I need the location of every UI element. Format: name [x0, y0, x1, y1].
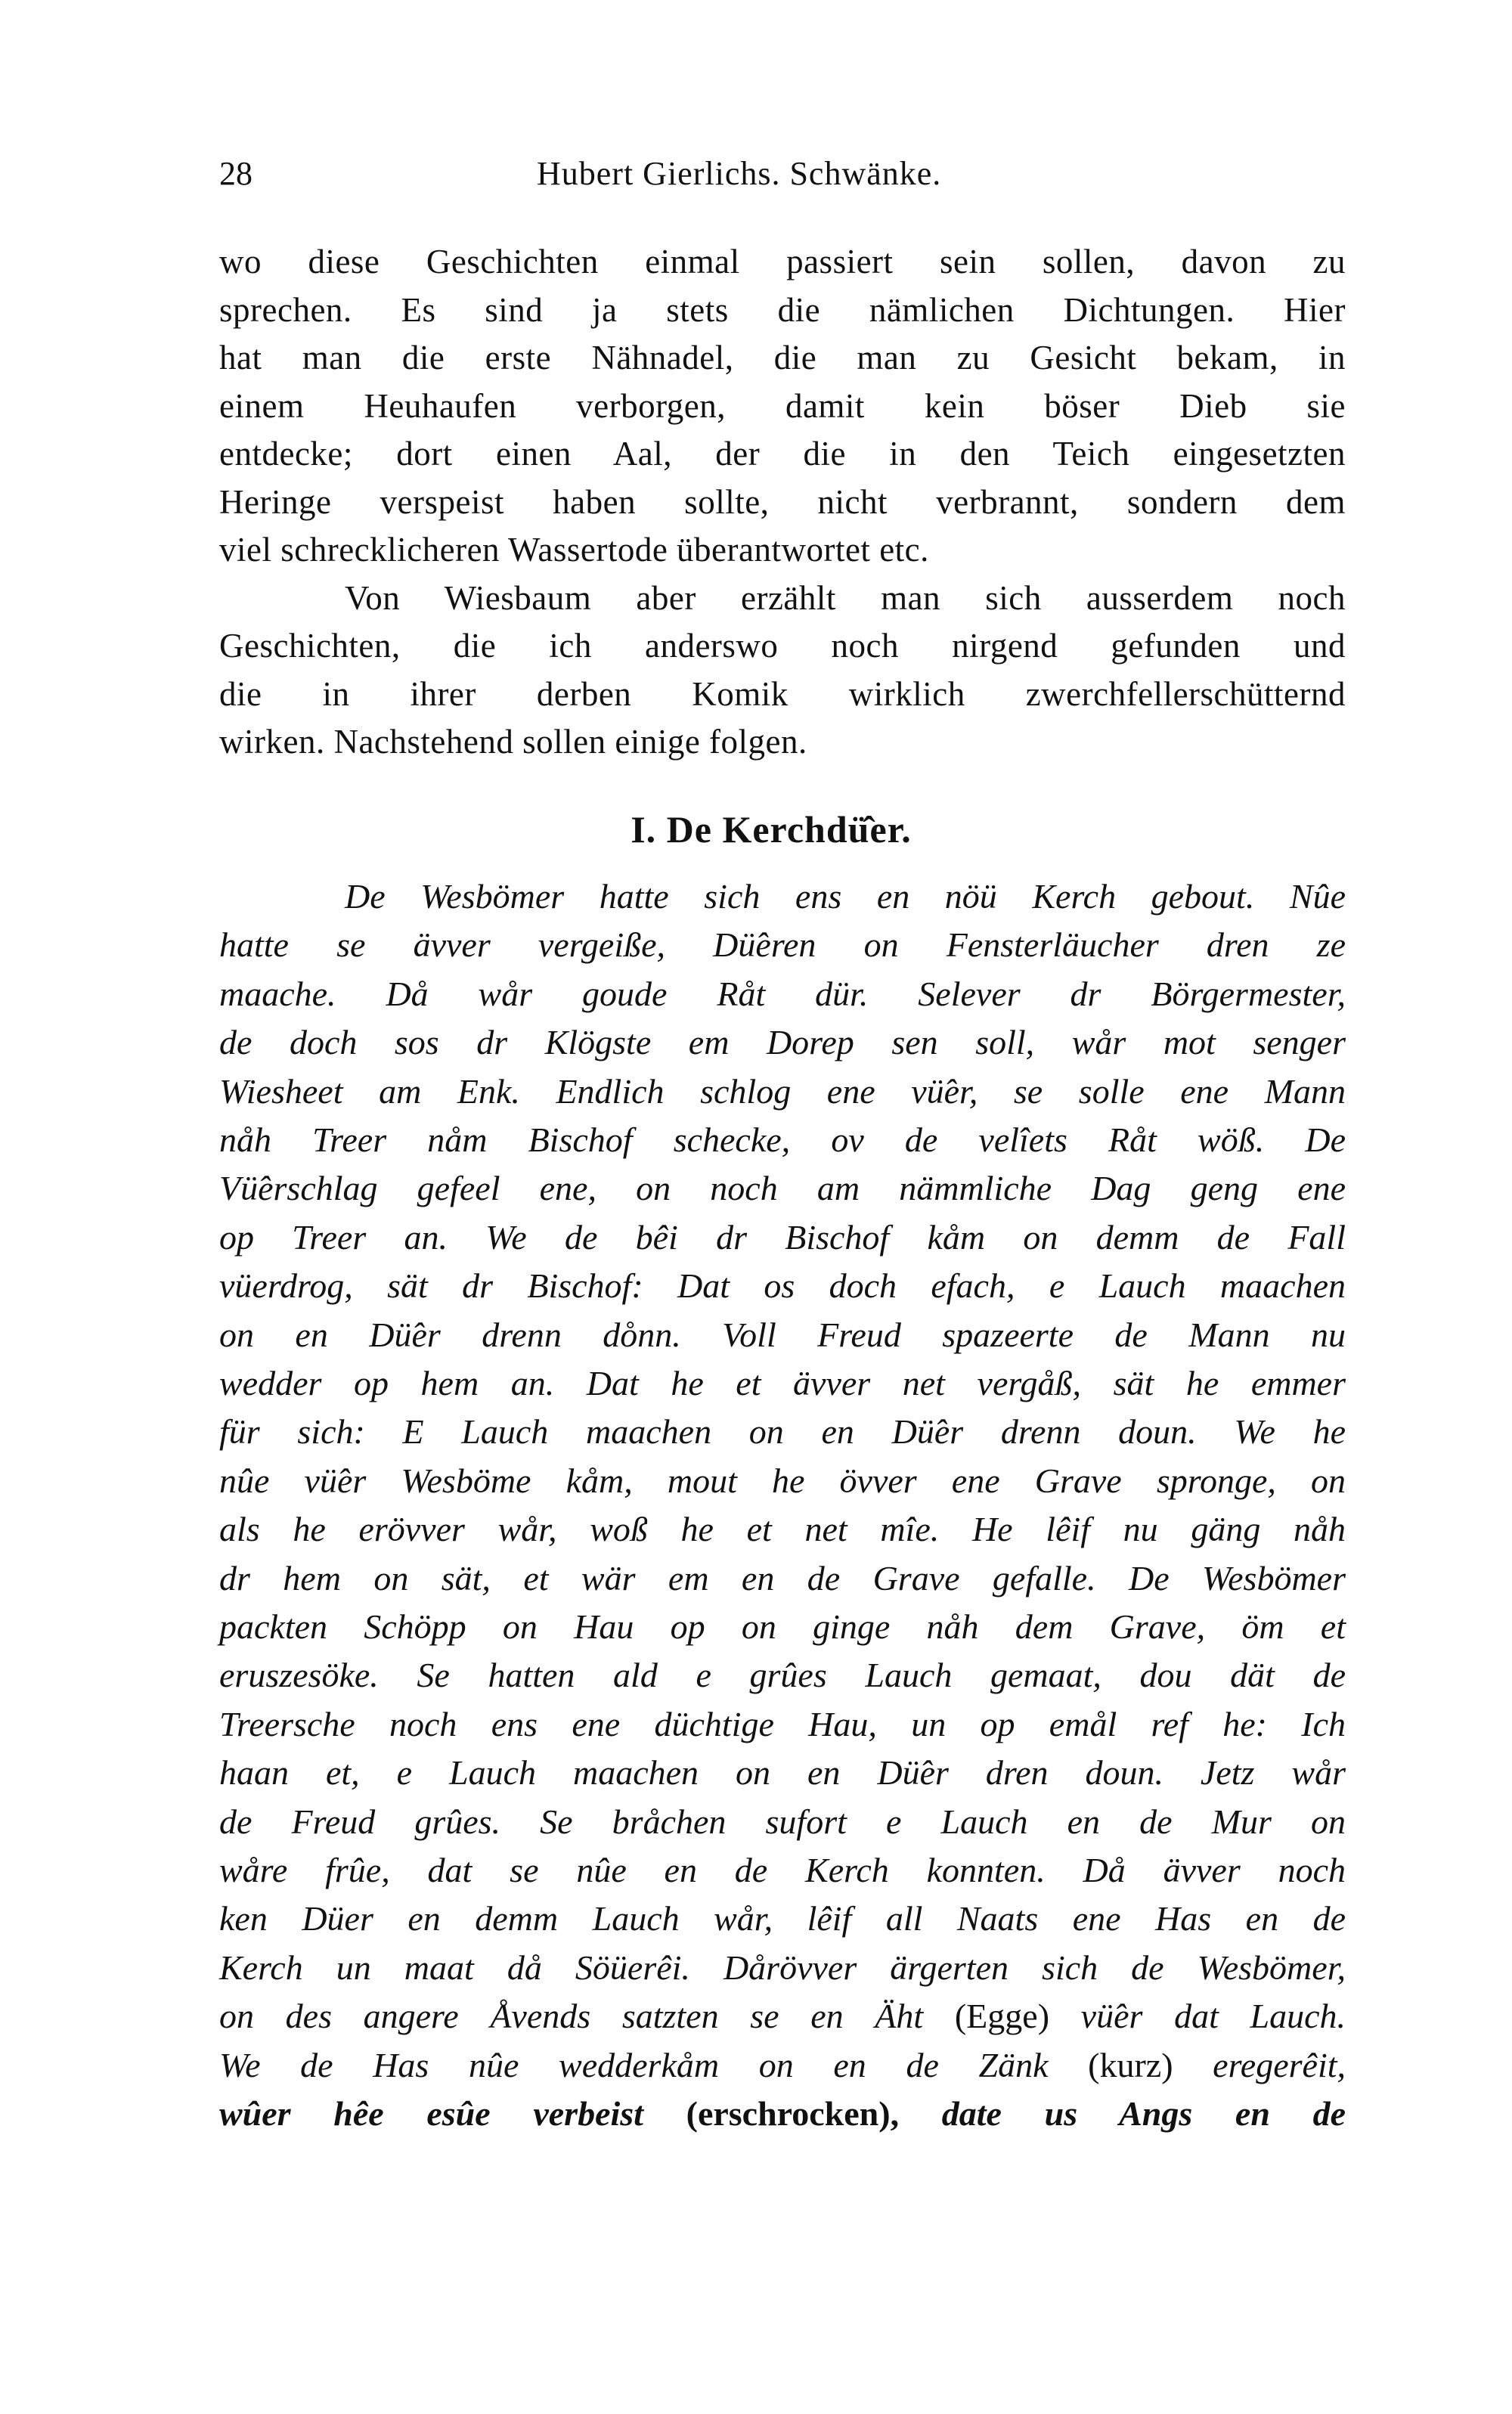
gloss-text: (Egge): [954, 1997, 1050, 2036]
text-line: [219, 1895, 1346, 1943]
running-title: Hubert Gierlichs. Schwänke.: [537, 155, 942, 192]
text-line: [219, 2090, 1346, 2138]
text-line: [219, 429, 1346, 478]
text-segment: Treersche noch ens ene düchtige Hau, un op emål ref he: Ich: [219, 1704, 1346, 1743]
text-segment: nûe vü̂er Wesböme kåm, mout he övver ene Grave spronge, on: [219, 1461, 1346, 1500]
text-segment: sprechen. Es sind ja stets die nämlichen Dichtungen. Hier: [219, 290, 1346, 329]
text-segment: dr hem on sät, et wär em en de Grave gefalle. De Wesbömer: [219, 1558, 1346, 1597]
text-segment: nåh Treer nåm Bischof schecke, ov de velîets Råt wöß. De: [219, 1120, 1346, 1159]
text-line: [219, 1213, 1346, 1262]
text-segment: Heringe verspeist haben sollte, nicht verbrannt, sondern dem: [219, 482, 1346, 521]
text-line: [219, 1603, 1346, 1651]
text-segment: eregerêit,: [1173, 2045, 1346, 2084]
text-segment: wo diese Geschichten einmal passiert sein sollen, davon zu: [219, 243, 1346, 280]
text-line: [219, 1164, 1346, 1213]
text-line: [219, 1700, 1346, 1749]
text-segment: Kerch un maat då Söüerêi. Dårövver ärgerten sich de Wesbömer,: [219, 1948, 1346, 1987]
text-line: [219, 333, 1346, 382]
text-segment: eruszesöke. Se hatten ald e grûes Lauch gemaat, dou dät de: [219, 1656, 1346, 1695]
text-segment: on des angere Åvends satzten se en Äht: [219, 1997, 955, 2036]
text-segment: hat man die erste Nähnadel, die man zu Gesicht bekam, in: [219, 339, 1346, 377]
text-line: [219, 2041, 1346, 2090]
text-line: [219, 1311, 1346, 1359]
text-line: [219, 1116, 1346, 1164]
text-line: [219, 382, 1346, 430]
text-segment: viel schrecklicheren Wassertode überantwortet etc.: [219, 531, 929, 569]
text-segment: de Freud grûes. Se bråchen sufort e Lauch en de Mur on: [219, 1802, 1346, 1841]
text-segment: für sich: E Lauch maachen on en Dü̂er drenn doun. We he: [219, 1412, 1346, 1452]
text-line: [219, 1846, 1346, 1895]
text-line: [219, 1651, 1346, 1700]
text-segment: hatte se ävver vergeiße, Dü̂eren on Fensterläucher dren ze: [219, 925, 1346, 965]
text-line: [219, 1408, 1346, 1456]
text-line: [219, 1798, 1346, 1846]
text-segment: vü̂er dat Lauch.: [1049, 1997, 1346, 2036]
text-line: [219, 1068, 1346, 1116]
text-line: [219, 921, 1346, 969]
text-line: [219, 970, 1346, 1018]
text-segment: wedder op hem an. Dat he et ävver net vergåß, sät he emmer: [219, 1364, 1346, 1402]
text-line: [219, 1457, 1346, 1505]
text-line: [219, 1944, 1346, 1992]
text-line: [219, 525, 1346, 574]
text-segment: We de Has nûe wedderkåm on en de Zänk: [219, 2045, 1089, 2084]
text-line: [219, 717, 1346, 766]
text-segment: Wiesheet am Enk. Endlich schlog ene vü̂er, se solle ene Mann: [219, 1071, 1346, 1111]
text-line: [345, 872, 1346, 921]
section-heading: I. De Kerchdü̂er.: [631, 808, 912, 851]
text-line: [219, 1262, 1346, 1310]
text-segment: op Treer an. We de bêi dr Bischof kåm on demm de Fall: [219, 1217, 1346, 1257]
text-segment: entdecke; dort einen Aal, der die in den Teich eingesetzten: [219, 435, 1346, 473]
text-segment: vüerdrog, sät dr Bischof: Dat os doch efach, e Lauch maachen: [219, 1266, 1346, 1306]
text-segment: on en Dü̂er drenn do̊nn. Voll Freud spazeerte de Mann nu: [219, 1315, 1346, 1354]
text-segment: Vü̂erschlag gefeel ene, on noch am nämmliche Dag geng ene: [219, 1169, 1346, 1208]
text-line: [219, 1359, 1346, 1408]
text-line: [219, 670, 1346, 718]
text-line: [219, 1992, 1346, 2041]
gloss-text: (erschrocken),: [686, 2094, 900, 2133]
text-line: [219, 1505, 1346, 1554]
text-segment: maache. Då wår goude Råt dür. Selever dr Börgermester,: [219, 974, 1346, 1013]
text-segment: als he erövver wår, woß he et net mîe. He lêif nu gäng nåh: [219, 1510, 1346, 1549]
text-segment: packten Schöpp on Hau op on ginge nåh dem Grave, öm et: [219, 1607, 1346, 1646]
text-segment: haan et, e Lauch maachen on en Dü̂er dren doun. Jetz wår: [219, 1753, 1346, 1793]
text-line: [219, 237, 1346, 286]
gloss-text: (kurz): [1088, 2045, 1173, 2084]
text-segment: einem Heuhaufen verborgen, damit kein böser Dieb sie: [219, 386, 1346, 425]
page-number: 28: [219, 155, 253, 192]
text-segment: date us Angs en de: [899, 2094, 1346, 2133]
text-segment: die in ihrer derben Komik wirklich zwerchfellerschütternd: [219, 674, 1346, 713]
text-line: [219, 621, 1346, 670]
text-line: [219, 286, 1346, 334]
text-segment: wirken. Nachstehend sollen einige folgen.: [219, 723, 807, 761]
text-line: [219, 1018, 1346, 1067]
text-segment: wûer hêe esûe verbeist: [219, 2094, 686, 2133]
text-line: [219, 1749, 1346, 1797]
text-segment: De Wesbömer hatte sich ens en nöü Kerch gebout. Nûe: [345, 877, 1346, 916]
text-segment: wåre frûe, dat se nûe en de Kerch konnten. Då ävver noch: [219, 1851, 1346, 1889]
text-line: [345, 574, 1346, 622]
text-segment: ken Düer en demm Lauch wår, lêif all Naats ene Has en de: [219, 1899, 1346, 1938]
text-segment: Geschichten, die ich anderswo noch nirgend gefunden und: [219, 627, 1346, 665]
text-line: [219, 478, 1346, 526]
text-segment: Von Wiesbaum aber erzählt man sich ausserdem noch: [345, 578, 1346, 617]
text-line: [219, 1554, 1346, 1603]
text-segment: de doch sos dr Klögste em Dorep sen soll, wår mot senger: [219, 1023, 1346, 1062]
